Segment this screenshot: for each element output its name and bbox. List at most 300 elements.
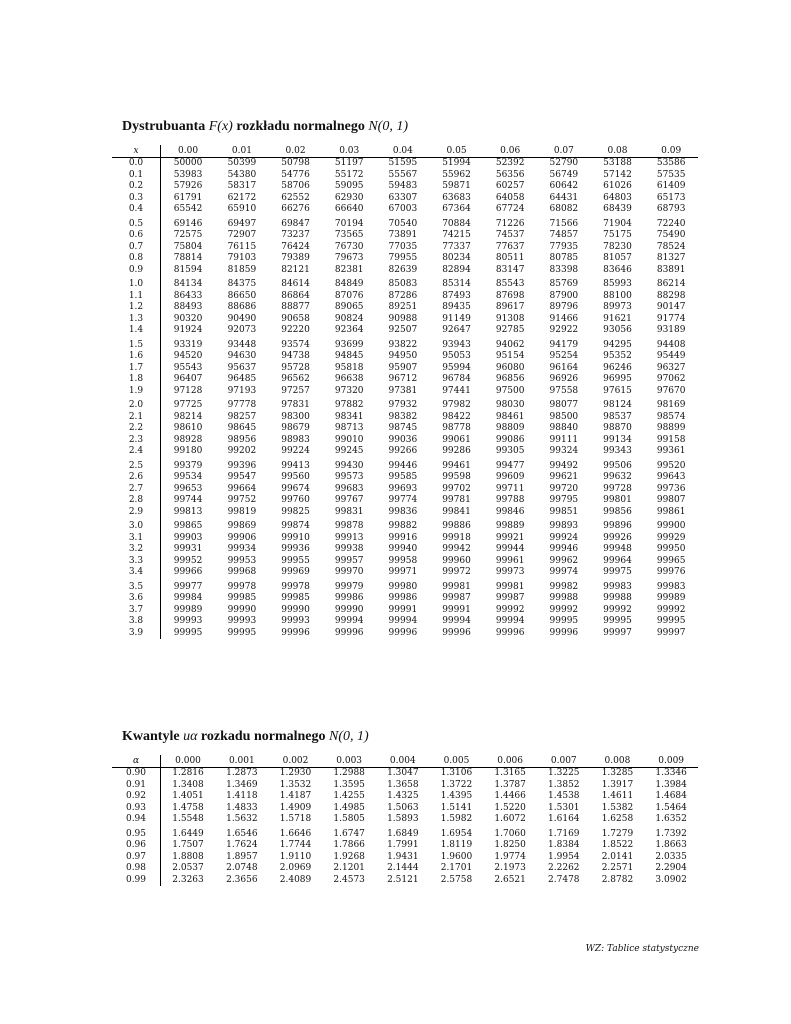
table-cell: 1.3408 [172,779,204,790]
table-cell: 99379 [173,460,203,471]
table-cell: 98645 [227,423,257,433]
table-cell: 87900 [549,290,579,301]
table-cell: 99962 [549,555,579,566]
table-row [112,412,698,424]
table-cell: 77935 [549,241,579,252]
table-row [112,863,698,875]
table-row [112,484,698,496]
table-cell: 1.5718 [279,814,312,824]
table-cell: 99989 [173,604,203,615]
table-cell: 88298 [656,290,686,301]
table-cell: 61026 [603,181,632,191]
table-cell: 1.3285 [601,768,634,778]
table-cell: 93943 [442,339,471,350]
table-cell: 2.2262 [548,863,580,873]
table-cell: 99940 [388,544,418,554]
table-cell: 1.5220 [494,802,526,813]
table-cell: 2.1444 [387,863,419,873]
table-cell: 67724 [495,204,525,214]
table-cell: 52790 [549,158,579,168]
table-cell: 98870 [603,423,632,433]
table-cell: 99520 [656,460,686,471]
table-cell: 95352 [603,351,632,361]
table-cell: 98169 [656,400,686,410]
table-cell: 99869 [227,521,257,531]
table-cell: 93319 [173,339,203,350]
table-cell: 86433 [173,290,203,301]
table-row [112,803,698,815]
row-label: 1.8 [112,374,161,386]
table-row [112,507,698,519]
table-cell: 1.4538 [548,791,580,801]
table-cell: 99994 [388,616,418,626]
table-cell: 81057 [603,253,632,263]
table-cell: 72240 [656,218,686,229]
table-cell: 1.9600 [440,851,473,862]
table-cell: 81594 [173,264,203,275]
table-cell: 59095 [334,181,364,191]
table-cell: 99983 [656,581,686,592]
table-cell: 1.6449 [172,828,204,839]
table-cell: 2.0335 [655,851,687,862]
table-cell: 99831 [334,506,364,517]
table-cell: 96407 [173,374,203,384]
table-cell: 98610 [173,423,203,433]
table-row [112,325,698,337]
column-header: 0.003 [322,755,376,768]
table-cell: 99987 [442,593,471,603]
table-cell: 79103 [227,253,257,263]
table-cell: 81859 [227,264,257,275]
column-header: 0.05 [430,145,484,158]
row-label: 3.9 [112,628,161,640]
table-cell: 56356 [495,169,525,180]
table-cell: 93822 [388,339,418,350]
table-cell: 98500 [549,411,579,422]
table-cell: 84614 [281,279,310,289]
row-label: 1.5 [112,337,161,352]
table-cell: 97615 [603,385,632,396]
table-cell: 95543 [173,362,203,373]
table-cell: 99996 [281,627,310,638]
table-cell: 1.5548 [172,814,204,824]
table-cell: 90988 [388,313,418,324]
table-cell: 1.8808 [172,851,204,862]
table-cell: 1.7392 [655,828,687,839]
table-cell: 98124 [603,400,632,410]
table-row [112,875,698,887]
table-cell: 1.7507 [172,840,204,850]
table-cell: 99992 [549,604,579,615]
table-cell: 99841 [442,506,471,517]
table-cell: 63683 [442,192,471,203]
table-cell: 79673 [334,253,364,263]
table-cell: 1.7624 [226,840,258,850]
table-cell: 1.9431 [387,851,419,862]
table-cell: 99995 [173,627,203,638]
table-cell: 99964 [603,555,632,566]
table-cell: 74215 [442,230,471,240]
table-row [112,780,698,792]
row-label: 3.4 [112,567,161,579]
table-cell: 99986 [334,593,364,603]
table-cell: 99995 [227,627,257,638]
table-cell: 87698 [495,290,525,301]
table-cell: 51197 [334,158,364,168]
table-cell: 97831 [281,400,310,410]
table-row [112,363,698,375]
table-row [112,302,698,314]
table-row [112,397,698,412]
table-cell: 1.6352 [655,814,687,824]
table-cell: 99993 [281,616,310,626]
table-cell: 99560 [281,472,310,482]
table-cell: 99774 [388,495,418,505]
table-cell: 99966 [173,567,203,577]
table-row [112,605,698,617]
table-cell: 99992 [495,604,525,615]
table-cell: 77337 [442,241,471,252]
table-cell: 98300 [281,411,310,422]
table-cell: 98422 [442,411,471,422]
table-cell: 99982 [549,581,579,592]
table-cell: 1.4395 [440,791,473,801]
table-cell: 54776 [281,169,310,180]
table-cell: 97381 [388,385,418,396]
table-cell: 85543 [495,279,525,289]
row-label: 0.0 [112,158,161,170]
table-cell: 90320 [173,313,203,324]
table-cell: 96246 [603,362,632,373]
table-row [112,533,698,545]
table-cell: 1.3165 [494,768,526,778]
table-cell: 99938 [334,544,364,554]
table-cell: 71904 [603,218,632,229]
table-cell: 1.7060 [494,828,526,839]
table-cell: 78814 [173,253,203,263]
table-cell: 99929 [656,532,686,543]
table-cell: 99245 [334,446,364,456]
table-cell: 79389 [281,253,310,263]
table-cell: 95994 [442,362,471,373]
table-cell: 99851 [549,506,579,517]
table-cell: 68793 [656,204,686,214]
table-row [112,204,698,216]
row-label: 3.5 [112,579,161,594]
table-cell: 1.3532 [279,779,312,790]
table-cell: 1.9110 [279,851,312,862]
column-header: 0.08 [591,145,645,158]
column-header: 0.09 [644,145,698,158]
row-label: 0.98 [112,863,161,875]
table-cell: 99978 [281,581,310,592]
table-cell: 99819 [227,506,257,517]
table-cell: 99825 [281,506,310,517]
table-cell: 97320 [334,385,364,396]
table-cell: 99960 [442,555,471,566]
table-cell: 71226 [495,218,525,229]
table-cell: 99985 [227,593,257,603]
row-label: 0.6 [112,230,161,242]
table-cell: 67364 [442,204,471,214]
table-cell: 98983 [281,434,310,445]
table-cell: 89973 [603,302,632,312]
table-row [112,458,698,473]
table-cell: 70884 [442,218,471,229]
table-row [112,216,698,231]
table-row [112,314,698,326]
table-cell: 99946 [549,544,579,554]
table-cell: 82639 [388,264,418,275]
table-cell: 99643 [656,472,686,482]
table-cell: 72907 [227,230,257,240]
table-cell: 92364 [334,325,364,335]
column-header: 0.000 [161,755,216,768]
table-cell: 1.7991 [387,840,419,850]
table-cell: 57535 [656,169,686,180]
table-row [112,495,698,507]
table-cell: 99477 [495,460,525,471]
table-cell: 99361 [656,446,686,456]
row-label: 0.3 [112,193,161,205]
table-cell: 2.0537 [172,863,204,873]
table-cell: 99981 [495,581,525,592]
table-cell: 1.8119 [440,840,473,850]
table-cell: 96856 [495,374,525,384]
table-cell: 98840 [549,423,579,433]
table-cell: 58706 [281,181,310,191]
table-cell: 1.8384 [548,840,580,850]
table-cell: 78230 [603,241,632,252]
table-row [112,814,698,826]
table-cell: 99961 [495,555,525,566]
table-row [112,374,698,386]
table-cell: 84134 [173,279,203,289]
table-cell: 99430 [334,460,364,471]
table-row [112,616,698,628]
table-cell: 1.8663 [655,840,687,850]
row-label: 1.6 [112,351,161,363]
table-cell: 1.2930 [279,768,312,778]
table-cell: 95907 [388,362,418,373]
table-cell: 99609 [495,472,525,482]
table-cell: 1.4833 [226,802,258,813]
table-row [112,446,698,458]
table-cell: 63307 [388,192,418,203]
table-cell: 99969 [281,567,310,577]
row-label: 1.2 [112,302,161,314]
table-cell: 80785 [549,253,579,263]
table-cell: 53983 [173,169,203,180]
table-cell: 77035 [388,241,418,252]
table-row [112,593,698,605]
table-cell: 2.2571 [601,863,634,873]
table2-title-bold: Kwantyle [122,729,180,744]
row-label: 0.4 [112,204,161,216]
table-cell: 99788 [495,495,525,505]
table-cell: 99910 [281,532,310,543]
table-cell: 99993 [227,616,257,626]
table-cell: 96080 [495,362,525,373]
table-cell: 99856 [603,506,632,517]
table-cell: 98899 [656,423,686,433]
table-cell: 99036 [388,434,418,445]
table-cell: 1.2873 [226,768,258,778]
table-cell: 99971 [388,567,418,577]
table-cell: 99924 [549,532,579,543]
table-cell: 99693 [388,483,418,494]
table-cell: 87076 [334,290,364,301]
table-cell: 99926 [603,532,632,543]
table-cell: 94630 [227,351,257,361]
table-cell: 96638 [334,374,364,384]
table-cell: 84849 [334,279,364,289]
table-cell: 65173 [656,192,686,203]
row-label: 1.4 [112,325,161,337]
row-label: 2.2 [112,423,161,435]
table-cell: 99991 [442,604,471,615]
table-cell: 99992 [656,604,686,615]
table-cell: 94408 [656,339,686,350]
table-cell: 98214 [173,411,203,422]
table-cell: 1.9774 [494,851,526,862]
table-cell: 1.3722 [440,779,473,790]
table-cell: 99989 [656,593,686,603]
table-cell: 2.2904 [655,863,687,873]
column-header: 0.008 [591,755,645,768]
table-cell: 99886 [442,521,471,531]
table-cell: 97257 [281,385,310,396]
table-cell: 99957 [334,555,364,566]
table-cell: 99865 [173,521,203,531]
table-cell: 76115 [227,241,257,252]
table-cell: 1.4909 [279,802,312,813]
table-cell: 94295 [603,339,632,350]
row-label: 2.1 [112,412,161,424]
table2-title-math2: N(0, 1) [329,729,369,744]
table-cell: 99767 [334,495,364,505]
table-cell: 89065 [334,302,364,312]
table-cell: 1.3917 [601,779,634,790]
table-cell: 98679 [281,423,310,433]
table-cell: 96327 [656,362,686,373]
row-label: 1.3 [112,314,161,326]
table-cell: 99952 [173,555,203,566]
table-cell: 99598 [442,472,471,482]
table-cell: 89617 [495,302,525,312]
table-cell: 1.4684 [655,791,687,801]
table-cell: 51994 [442,158,471,168]
row-label: 0.93 [112,803,161,815]
table-cell: 99993 [173,616,203,626]
table-row [112,791,698,803]
table-cell: 1.7866 [333,840,365,850]
table-cell: 99621 [549,472,579,482]
table-cell: 99286 [442,446,471,456]
table-cell: 2.4573 [333,874,365,885]
table-cell: 99916 [388,532,418,543]
table-cell: 1.3047 [387,768,419,778]
table-cell: 99781 [442,495,471,505]
table-cell: 99965 [656,555,686,566]
table-cell: 93574 [281,339,310,350]
table-cell: 2.1201 [333,863,365,873]
table-cell: 50399 [227,158,257,168]
table-cell: 99996 [442,627,471,638]
table-cell: 99997 [656,627,686,638]
table-cell: 1.6646 [279,828,312,839]
column-header: 0.00 [161,145,216,158]
table-cell: 1.5301 [548,802,580,813]
table-cell: 60257 [495,181,525,191]
table-cell: 2.7478 [548,874,580,885]
table-cell: 87493 [442,290,471,301]
table-cell: 2.5121 [387,874,419,885]
table-row [112,544,698,556]
table-cell: 88877 [281,302,310,312]
table-cell: 99632 [603,472,632,482]
table-cell: 61791 [173,192,203,203]
table-cell: 99413 [281,460,310,471]
table-row [112,230,698,242]
table-cell: 93448 [227,339,257,350]
table-cell: 62930 [334,192,364,203]
table-cell: 99996 [388,627,418,638]
row-label: 0.1 [112,170,161,182]
table-cell: 1.6258 [601,814,634,824]
table-cell: 1.2988 [333,768,365,778]
table-cell: 1.4985 [333,802,365,813]
table-cell: 99836 [388,506,418,517]
table-row [112,193,698,205]
table-row [112,423,698,435]
table-cell: 99996 [495,627,525,638]
table-cell: 88686 [227,302,257,312]
table-cell: 56749 [549,169,579,180]
table-cell: 99980 [388,581,418,592]
row-label: 1.7 [112,363,161,375]
table-cell: 98778 [442,423,471,433]
table-cell: 82121 [281,264,310,275]
table-cell: 88493 [173,302,203,312]
table-cell: 97982 [442,400,471,410]
row-label: 3.3 [112,556,161,568]
table-cell: 99918 [442,532,471,543]
table-row [112,181,698,193]
table-cell: 1.6954 [440,828,473,839]
table-cell: 1.5063 [387,802,419,813]
table-cell: 1.3346 [655,768,687,778]
table-cell: 96995 [603,374,632,384]
table-cell: 99970 [334,567,364,577]
table-cell: 85083 [388,279,418,289]
column-header: 0.002 [269,755,323,768]
table-cell: 83891 [656,264,686,275]
table-cell: 95154 [495,351,525,361]
table-cell: 80234 [442,253,471,263]
table-cell: 99813 [173,506,203,517]
table-cell: 96164 [549,362,579,373]
table-cell: 1.8957 [226,851,258,862]
table-cell: 94520 [173,351,203,361]
table-cell: 91924 [173,325,203,335]
table-cell: 99903 [173,532,203,543]
table1-title [122,119,408,135]
table-cell: 64058 [495,192,525,203]
table-cell: 52392 [495,158,525,168]
table-cell: 2.5758 [440,874,473,885]
table-cell: 99111 [549,434,579,445]
